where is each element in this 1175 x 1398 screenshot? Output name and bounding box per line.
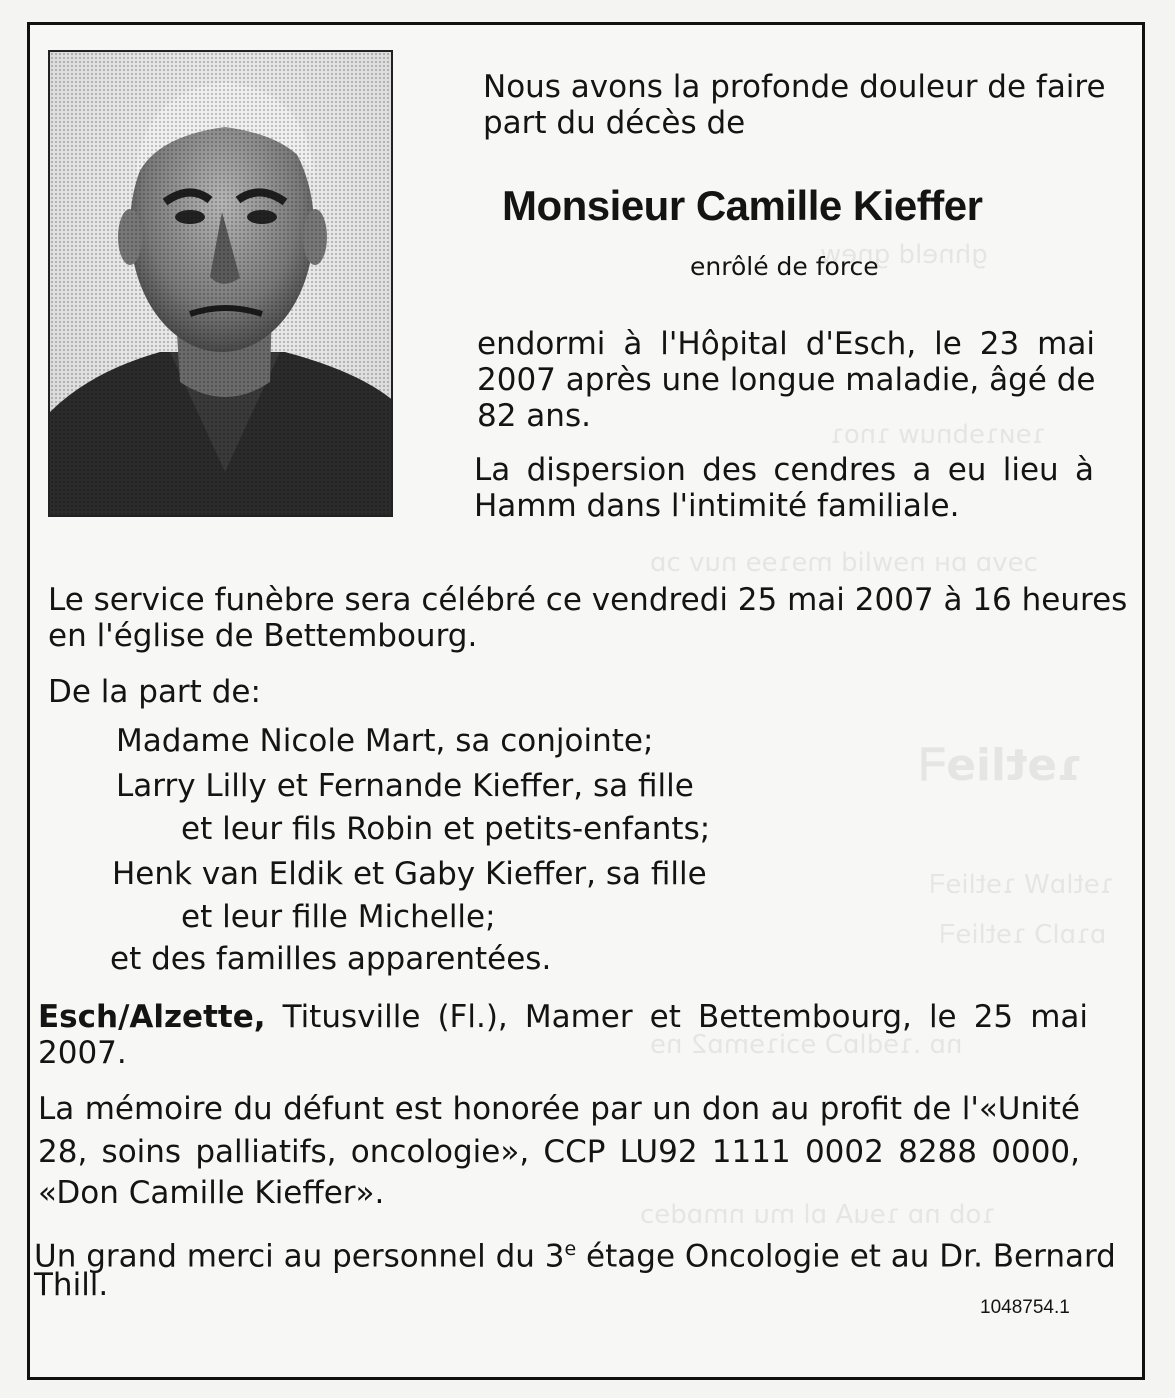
place-line-2: 2007.	[38, 1035, 127, 1071]
thanks-part-b: étage Oncologie et au Dr. Bernard	[576, 1238, 1116, 1275]
donation-line-2: 28, soins palliatifs, oncologie», CCP LU92 1111 0002 8288 0000,	[38, 1134, 1080, 1170]
family-line: et leur fils Robin et petits-enfants;	[181, 811, 711, 847]
thanks-superscript: e	[564, 1238, 577, 1260]
family-line: Henk van Eldik et Gaby Kieffer, sa fille	[112, 856, 707, 892]
family-line: Madame Nicole Mart, sa conjointe;	[116, 723, 654, 759]
place-line-1	[38, 1000, 1088, 1035]
portrait-image	[50, 52, 393, 517]
donation-line-1: La mémoire du défunt est honorée par un don au profit de l'«Unité	[38, 1091, 1080, 1127]
death-line-3: 82 ans.	[477, 398, 591, 434]
family-line: Larry Lilly et Fernande Kieffer, sa fille	[116, 768, 694, 804]
intro-line-2: part du décès de	[483, 105, 746, 141]
donation-line-3: «Don Camille Kieffer».	[38, 1175, 385, 1211]
thanks-line-2: Thill.	[34, 1267, 109, 1303]
place-rest: Titusville (Fl.), Mamer et Bettembourg, le 25 mai	[265, 999, 1088, 1035]
deceased-status: enrôlé de force	[690, 252, 879, 281]
thanks-part-a: Un grand merci au personnel du 3	[34, 1238, 565, 1275]
family-line: et leur fille Michelle;	[181, 899, 496, 935]
deceased-name: Monsieur Camille Kieffer	[502, 182, 983, 229]
thanks-line-1	[34, 1232, 1116, 1275]
intro-line-1: Nous avons la profonde douleur de faire	[483, 69, 1106, 105]
death-line-1: endormi à l'Hôpital d'Esch, le 23 mai	[477, 326, 1095, 362]
ashes-line-2: Hamm dans l'intimité familiale.	[474, 488, 960, 524]
service-line-2: en l'église de Bettembourg.	[48, 618, 478, 654]
place-bold: Esch/Alzette,	[38, 999, 266, 1035]
service-line-1: Le service funèbre sera célébré ce vendredi 25 mai 2007 à 16 heures	[48, 582, 1128, 618]
reference-number: 1048754.1	[980, 1297, 1070, 1318]
family-line: et des familles apparentées.	[110, 941, 552, 977]
ashes-line-1: La dispersion des cendres a eu lieu à	[474, 452, 1094, 488]
portrait-photo	[48, 50, 393, 517]
from-label: De la part de:	[48, 674, 261, 710]
death-line-2: 2007 après une longue maladie, âgé de	[477, 362, 1096, 398]
